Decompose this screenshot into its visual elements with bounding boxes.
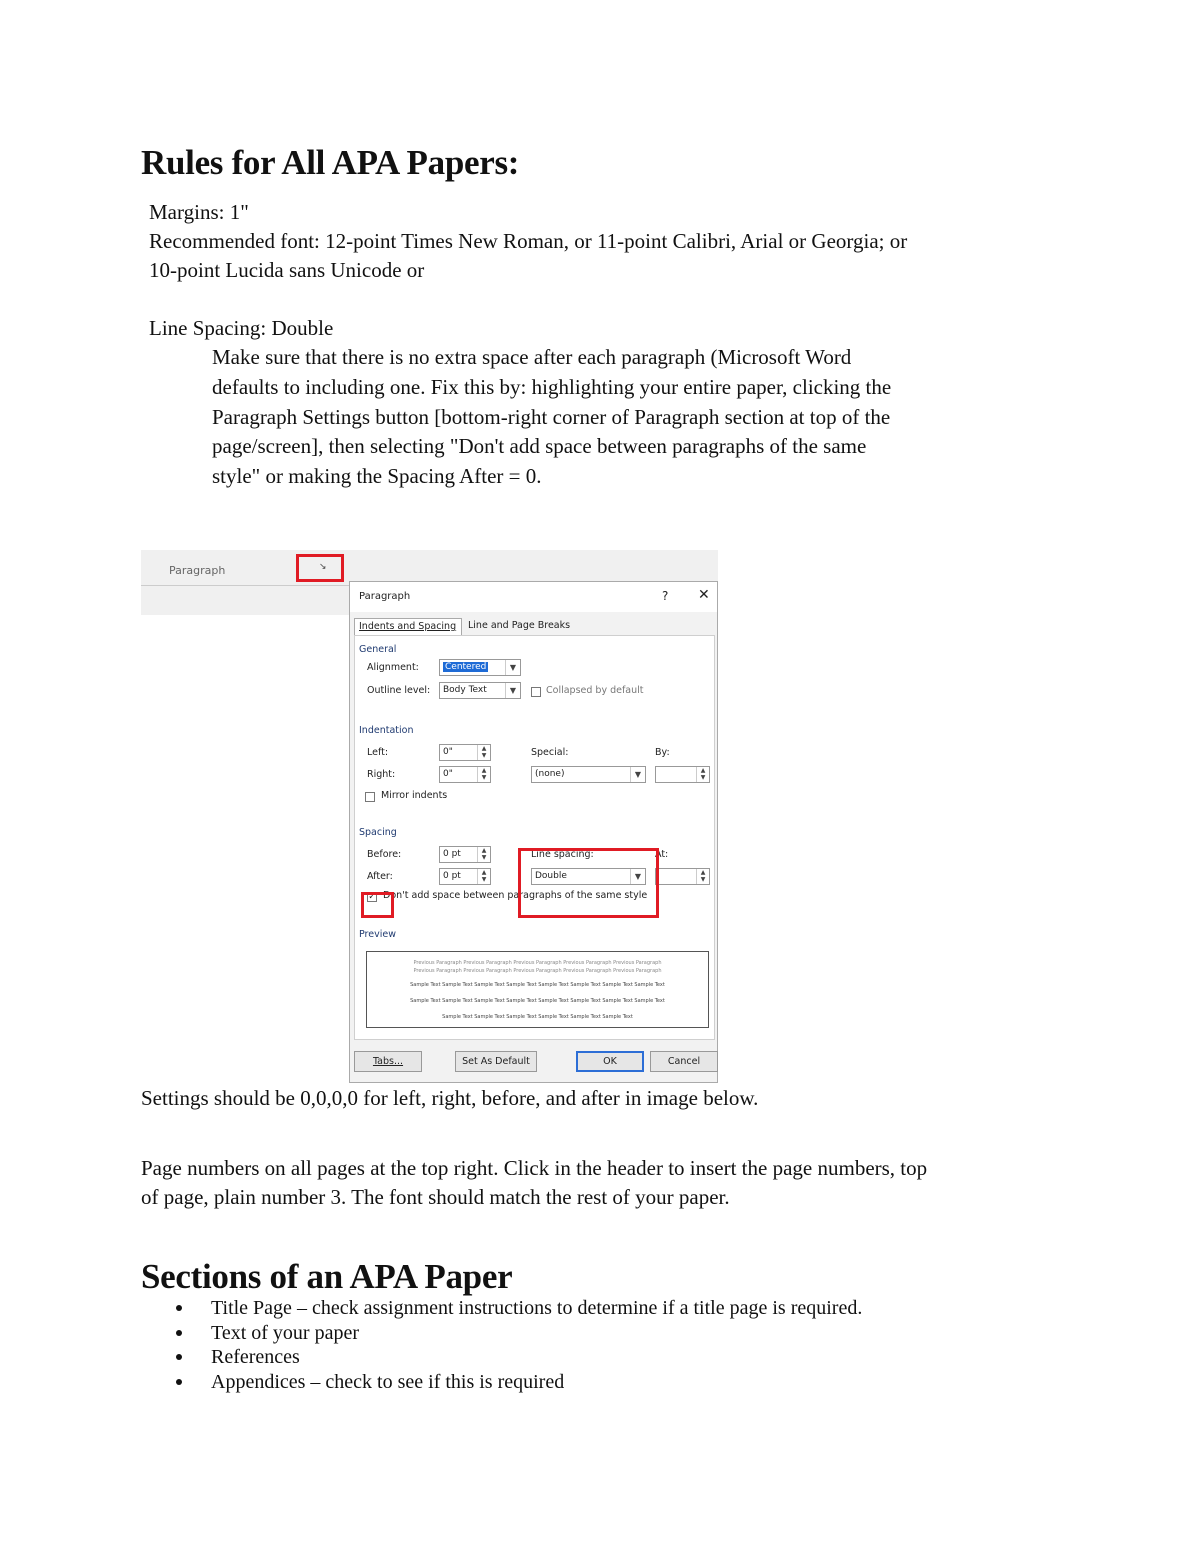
chevron-down-icon: ▼ [630,869,645,884]
spinner-icon: ▲ ▼ [696,869,709,884]
bullet-icon [176,1354,182,1360]
alignment-label: Alignment: [367,662,419,673]
dont-add-space-checkbox: ✓ [368,892,376,902]
left-indent-field: 0" ▲ ▼ [439,744,491,761]
list-item: Text of your paper [141,1321,862,1346]
special-label: Special: [531,747,569,758]
tabs-button: Tabs... [354,1051,422,1072]
spinner-icon: ▲ ▼ [477,745,490,760]
by-label: By: [655,747,670,758]
chevron-down-icon: ▼ [505,683,520,698]
cancel-button: Cancel [650,1051,718,1072]
list-item: Title Page – check assignment instructions to determine if a title page is required. [141,1296,862,1321]
dialog-title-bar [350,582,717,612]
spacing-instructions-line: Paragraph Settings button [bottom-right corner of Paragraph section at top of the [212,404,891,429]
page-title: Rules for All APA Papers: [141,143,520,182]
spinner-icon: ▲ ▼ [477,847,490,862]
special-select: (none) ▼ [531,766,646,783]
set-as-default-button: Set As Default [455,1051,537,1072]
preview-group-label: Preview [359,929,396,940]
settings-note: Settings should be 0,0,0,0 for left, right, before, and after in image below. [141,1086,759,1110]
tab-indents-and-spacing: Indents and Spacing [354,618,462,635]
mirror-indents-checkbox [365,792,375,802]
margins-text: Margins: 1" [149,200,249,224]
spacing-instructions-line: Make sure that there is no extra space after each paragraph (Microsoft Word [212,345,852,369]
spacing-instructions-line: page/screen], then selecting "Don't add space between paragraphs of the same [212,434,867,459]
spinner-icon: ▲ ▼ [477,767,490,782]
at-field [655,868,710,885]
left-indent-label: Left: [367,747,389,758]
spinner-icon: ▲ ▼ [477,869,490,884]
preview-line: Previous Paragraph Previous Paragraph Previous Paragraph Previous Paragraph Previous Paragraph [413,960,662,966]
line-spacing-text: Line Spacing: Double [149,316,334,340]
paragraph-dialog [349,581,718,1083]
preview-line: Sample Text Sample Text Sample Text Sample Text Sample Text Sample Text [442,1014,633,1020]
paragraph-dialog-screenshot [141,545,931,1083]
outline-level-label: Outline level: [367,685,431,696]
checkbox-highlight-box [361,892,394,918]
preview-line: Previous Paragraph Previous Paragraph Previous Paragraph Previous Paragraph Previous Paragraph [413,968,662,974]
line-spacing-label: Line spacing: [531,849,594,860]
chevron-down-icon: ▼ [630,767,645,782]
alignment-select: Centered ▼ [439,659,521,676]
spacing-instructions [212,343,891,492]
general-group-label: General [359,644,397,655]
right-indent-label: Right: [367,769,396,780]
page-numbers-line1: Page numbers on all pages at the top right. Click in the header to insert the page numbers, top [141,1156,928,1180]
close-icon: ✕ [698,587,710,603]
paragraph-settings-launcher-icon: ↘ [319,562,327,572]
font-text-line1: Recommended font: 12-point Times New Roman, or 11-point Calibri, Arial or Georgia; or [149,229,908,253]
after-field: 0 pt ▲ ▼ [439,868,491,885]
spacing-instructions-line: defaults to including one. Fix this by: highlighting your entire paper, clicking the [212,374,892,399]
collapsed-label: Collapsed by default [546,685,644,696]
dont-add-space-label: Don't add space between paragraphs of the same style [383,890,648,901]
dialog-title: Paragraph [359,591,411,602]
collapsed-checkbox [531,687,541,697]
before-label: Before: [367,849,402,860]
before-field: 0 pt ▲ ▼ [439,846,491,863]
font-text-line2: 10-point Lucida sans Unicode or [149,258,425,282]
chevron-down-icon: ▼ [505,660,520,675]
list-item: Appendices – check to see if this is required [141,1370,862,1395]
preview-line: Sample Text Sample Text Sample Text Sample Text Sample Text Sample Text Sample Text Sample Text [410,982,665,988]
after-label: After: [367,871,393,882]
sections-heading: Sections of an APA Paper [141,1257,513,1296]
mirror-indents-label: Mirror indents [381,790,448,801]
bullet-icon [176,1305,182,1311]
launcher-highlight-box [296,554,344,582]
line-spacing-select: Double ▼ [531,868,646,885]
sections-list [141,1296,862,1394]
tab-line-and-page-breaks: Line and Page Breaks [468,620,571,631]
preview-line: Sample Text Sample Text Sample Text Sample Text Sample Text Sample Text Sample Text Sample Text [410,998,665,1004]
right-indent-field: 0" ▲ ▼ [439,766,491,783]
preview-box [366,951,709,1028]
ribbon-group-label: Paragraph [169,564,226,577]
list-item: References [141,1345,862,1370]
line-spacing-highlight-box [518,848,659,918]
at-label: At: [655,849,669,860]
help-icon: ? [662,589,669,603]
ok-button: OK [576,1051,644,1072]
by-field [655,766,710,783]
bullet-icon [176,1379,182,1385]
spinner-icon: ▲ ▼ [696,767,709,782]
outline-level-select: Body Text ▼ [439,682,521,699]
spacing-group-label: Spacing [359,827,397,838]
page-numbers-line2: of page, plain number 3. The font should match the rest of your paper. [141,1185,730,1209]
spacing-instructions-line: style" or making the Spacing After = 0. [212,464,542,489]
indentation-group-label: Indentation [359,725,414,736]
bullet-icon [176,1330,182,1336]
